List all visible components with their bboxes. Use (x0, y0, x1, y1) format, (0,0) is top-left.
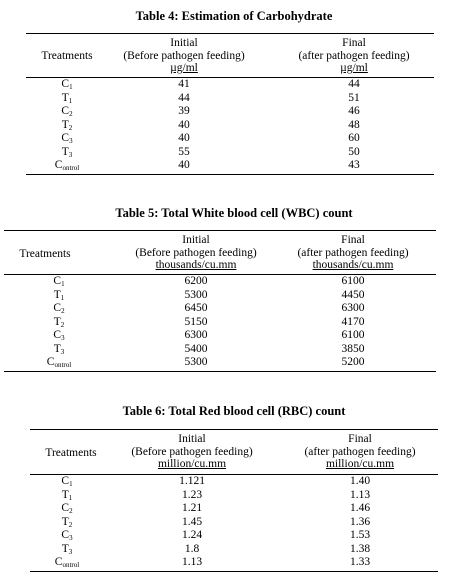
final-header (280, 234, 426, 272)
initial-value: 40 (178, 159, 190, 171)
treatment-letter: C (61, 78, 70, 90)
table-bottom-rule (4, 371, 436, 372)
treatment-subscript: 2 (61, 307, 65, 315)
final-value: 4450 (341, 288, 365, 301)
initial-value: 1.24 (181, 529, 203, 541)
table-title: Table 4: Estimation of Carbohydrate (135, 9, 333, 23)
final-value: 48 (348, 118, 360, 131)
final-value: 1.53 (349, 529, 371, 541)
treatment-cell (20, 316, 98, 330)
treatment-cell (20, 275, 98, 289)
treatment-letter: C (53, 275, 62, 287)
treatment-letter: C (53, 329, 62, 341)
treatments-header-label: Treatments (45, 447, 97, 459)
treatments-header-label: Treatments (19, 248, 71, 260)
final-header-line2: (after pathogen feeding) (298, 49, 410, 62)
final-header-unit: µg/ml (340, 62, 368, 74)
treatment-letter: C (46, 356, 55, 368)
treatment-cell (20, 302, 98, 316)
treatment-letter: C (61, 529, 70, 541)
treatment-letter: T (53, 315, 61, 328)
treatment-cell (28, 119, 106, 133)
treatment-subscript: 3 (61, 334, 65, 342)
final-value: 1.33 (349, 556, 371, 568)
treatment-subscript: 1 (68, 96, 73, 105)
treatment-cell (28, 159, 106, 173)
treatment-cell (20, 343, 98, 357)
initial-header-line1: Initial (182, 234, 210, 246)
final-header-line1: Final (348, 433, 372, 445)
initial-header-unit: million/cu.mm (157, 458, 227, 470)
treatments-header (28, 50, 106, 63)
treatment-cell (28, 146, 106, 160)
final-value: 4170 (341, 315, 365, 328)
treatment-cell (28, 132, 106, 146)
final-value: 6300 (341, 302, 365, 314)
treatment-subscript: 2 (60, 320, 65, 329)
treatment-subscript: ontrol (62, 164, 80, 172)
initial-value: 6200 (184, 275, 208, 287)
treatment-cell (20, 329, 98, 343)
initial-value: 39 (178, 105, 190, 117)
treatment-letter: T (53, 342, 61, 355)
final-value: 5200 (341, 356, 365, 368)
initial-header-line2: (Before pathogen feeding) (123, 49, 245, 62)
final-header (287, 433, 433, 471)
treatment-subscript: 2 (68, 123, 73, 132)
final-value: 60 (348, 132, 360, 144)
initial-header (123, 234, 269, 272)
treatments-header (6, 248, 84, 261)
final-value: 43 (348, 159, 360, 171)
final-header-line2: (after pathogen feeding) (304, 445, 416, 458)
initial-value: 1.8 (184, 542, 200, 555)
table-top-rule (30, 429, 438, 430)
treatment-subscript: 3 (69, 137, 73, 145)
treatment-subscript: 2 (69, 110, 73, 118)
treatment-letter: T (61, 118, 69, 131)
final-value: 1.36 (349, 515, 371, 528)
treatment-subscript: 3 (68, 150, 73, 159)
initial-value: 1.121 (179, 475, 205, 487)
treatment-cell (28, 92, 106, 106)
treatment-letter: C (61, 132, 70, 144)
treatment-cell (20, 289, 98, 303)
final-value: 6100 (341, 275, 365, 287)
initial-header-line2: (Before pathogen feeding) (135, 246, 257, 259)
table-title: Table 6: Total Red blood cell (RBC) count (122, 404, 346, 418)
initial-header (111, 37, 257, 75)
initial-value: 5400 (184, 342, 208, 355)
treatment-letter: T (61, 542, 69, 555)
initial-value: 6450 (184, 302, 208, 314)
final-value: 1.46 (349, 502, 371, 514)
final-value: 1.40 (349, 475, 371, 487)
treatment-cell (28, 543, 106, 557)
final-header-line1: Final (341, 234, 365, 246)
treatment-letter: C (54, 556, 63, 568)
initial-value: 55 (178, 145, 190, 158)
initial-value: 1.23 (181, 488, 203, 501)
treatment-letter: T (61, 515, 69, 528)
initial-header (119, 433, 265, 471)
table-5 (0, 196, 468, 386)
treatment-cell (20, 356, 98, 370)
treatment-letter: C (53, 302, 62, 314)
final-header-unit: million/cu.mm (325, 458, 395, 470)
final-value: 1.13 (349, 488, 371, 501)
table-top-rule (26, 33, 434, 34)
initial-header-unit: thousands/cu.mm (155, 259, 237, 271)
treatment-subscript: 1 (68, 493, 73, 502)
treatment-subscript: 1 (60, 293, 65, 302)
treatment-subscript: ontrol (54, 361, 72, 369)
initial-value: 40 (178, 118, 190, 131)
treatment-cell (28, 502, 106, 516)
initial-value: 1.21 (181, 502, 203, 514)
initial-value: 1.45 (181, 515, 203, 528)
treatment-cell (28, 475, 106, 489)
initial-header-line2: (Before pathogen feeding) (131, 445, 253, 458)
initial-value: 44 (178, 91, 190, 104)
initial-value: 5150 (184, 315, 208, 328)
initial-value: 5300 (184, 356, 208, 368)
treatment-cell (28, 516, 106, 530)
treatment-subscript: 3 (68, 547, 73, 556)
treatment-letter: C (61, 105, 70, 117)
table-4 (0, 0, 468, 190)
treatment-subscript: 3 (69, 534, 73, 542)
treatment-letter: T (61, 91, 69, 104)
table-top-rule (4, 230, 436, 231)
treatment-subscript: 2 (69, 507, 73, 515)
initial-value: 41 (178, 78, 190, 90)
treatment-letter: C (61, 475, 70, 487)
treatment-letter: C (61, 502, 70, 514)
final-header (281, 37, 427, 75)
table-title: Table 5: Total White blood cell (WBC) count (115, 206, 353, 220)
treatment-subscript: 1 (69, 83, 73, 91)
treatment-letter: T (61, 488, 69, 501)
treatment-subscript: 2 (68, 520, 73, 529)
table-6 (0, 394, 468, 584)
treatment-letter: T (53, 288, 61, 301)
initial-value: 1.13 (181, 556, 203, 568)
treatment-cell (28, 489, 106, 503)
treatments-header (32, 447, 110, 460)
final-value: 46 (348, 105, 360, 117)
treatment-subscript: 1 (69, 480, 73, 488)
final-value: 50 (348, 145, 360, 158)
treatment-cell (28, 78, 106, 92)
treatment-subscript: ontrol (62, 561, 80, 569)
table-bottom-rule (30, 571, 438, 572)
treatment-letter: T (61, 145, 69, 158)
final-header-line2: (after pathogen feeding) (297, 246, 409, 259)
treatment-subscript: 3 (60, 347, 65, 356)
initial-value: 6300 (184, 329, 208, 341)
initial-header-unit: µg/ml (170, 62, 198, 74)
treatment-cell (28, 105, 106, 119)
initial-header-line1: Initial (170, 37, 198, 49)
final-value: 6100 (341, 329, 365, 341)
treatment-letter: C (54, 159, 63, 171)
initial-header-line1: Initial (178, 433, 206, 445)
initial-value: 5300 (184, 288, 208, 301)
treatment-cell (28, 529, 106, 543)
treatment-cell (28, 556, 106, 570)
final-value: 44 (348, 78, 360, 90)
table-bottom-rule (26, 174, 434, 175)
final-value: 51 (348, 91, 360, 104)
treatment-subscript: 1 (61, 280, 65, 288)
final-value: 1.38 (349, 542, 371, 555)
final-header-line1: Final (342, 37, 366, 49)
treatments-header-label: Treatments (41, 50, 93, 62)
final-header-unit: thousands/cu.mm (312, 259, 394, 271)
final-value: 3850 (341, 342, 365, 355)
initial-value: 40 (178, 132, 190, 144)
